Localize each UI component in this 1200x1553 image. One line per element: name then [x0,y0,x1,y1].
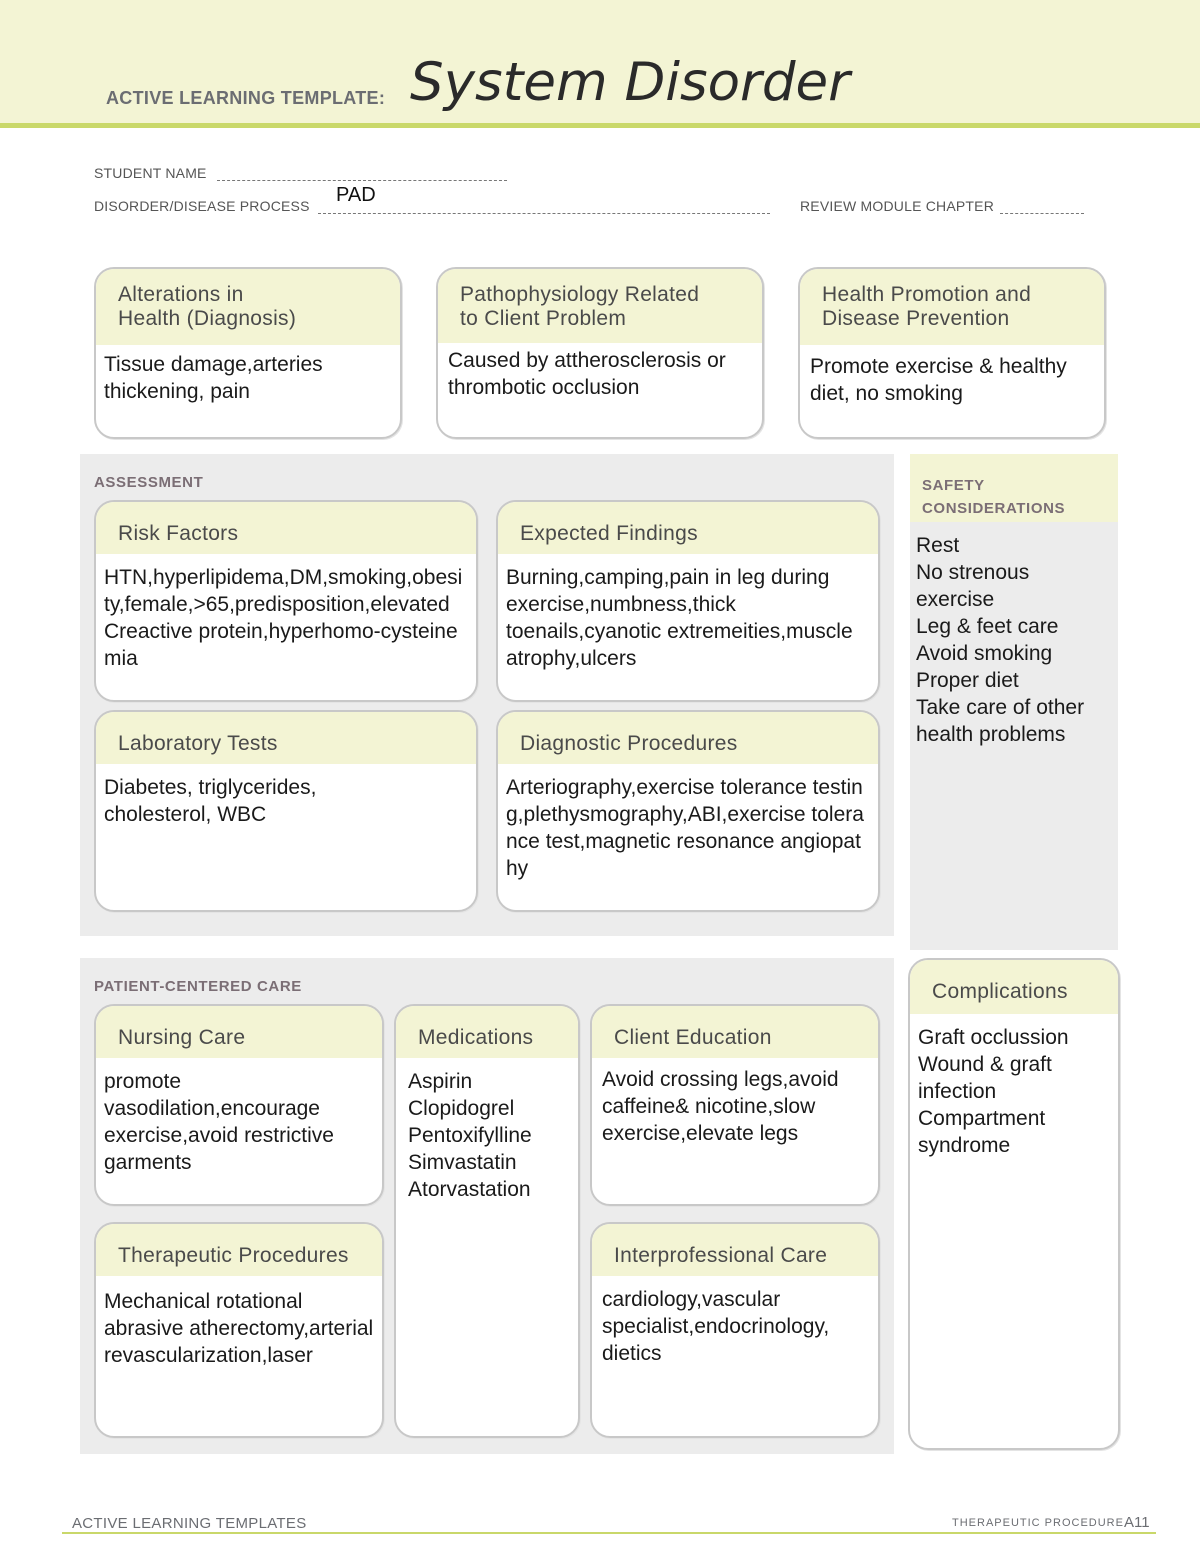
pathophysiology-body: Caused by attherosclerosis or thrombotic occlusion [448,349,726,399]
student-name-line [217,169,507,181]
safety-title [922,474,1065,520]
medication-item: Pentoxifylline [408,1124,532,1147]
risk-factors-title: Risk Factors [96,502,476,554]
safety-item: No strenous [916,561,1030,584]
alterations-header [96,269,400,345]
complications-list [910,1014,1118,1159]
complication-item: syndrome [918,1134,1011,1157]
alterations-card [94,267,402,439]
patient-care-title: PATIENT-CENTERED CARE [94,978,302,995]
nursing-care-body: promote vasodilation,encourage exercise,avoid restrictive garments [104,1070,334,1174]
medications-list [396,1058,578,1203]
page-title: System Disorder [410,52,850,113]
therapeutic-procedures-body: Mechanical rotational abrasive atherectomy,arterial revascularization,laser [104,1290,374,1367]
pathophysiology-header [438,269,762,343]
disorder-line [318,202,770,214]
medication-item: Atorvastation [408,1178,531,1201]
safety-item: Proper diet [916,669,1019,692]
footer-right-text: THERAPEUTIC PROCEDURE [952,1517,1124,1529]
expected-findings-body: Burning,camping,pain in leg during exercise,numbness,thick toenails,cyanotic extremeities,muscle atrophy,ulcers [506,566,853,670]
medication-item: Simvastatin [408,1151,517,1174]
safety-item: Take care of other [916,696,1085,719]
interprofessional-care-body: cardiology,vascular specialist,endocrinology, dietics [602,1288,830,1365]
medications-title: Medications [396,1006,578,1058]
safety-title-line2: CONSIDERATIONS [922,500,1066,517]
pathophysiology-title-line1: Pathophysiology Related [460,283,700,306]
client-education-title: Client Education [592,1006,878,1058]
footer-left-text: ACTIVE LEARNING TEMPLATES [72,1515,307,1532]
safety-item: Rest [916,534,960,557]
nursing-care-card [94,1004,384,1206]
laboratory-tests-card [94,710,478,912]
expected-findings-card [496,500,880,702]
expected-findings-title: Expected Findings [498,502,878,554]
interprofessional-care-card [590,1222,880,1438]
complication-item: Compartment [918,1107,1046,1130]
disorder-label: DISORDER/DISEASE PROCESS [94,198,310,214]
complication-item: Wound & graft [918,1053,1052,1076]
medication-item: Aspirin [408,1070,473,1093]
student-name-label: STUDENT NAME [94,165,207,181]
alterations-title-line1: Alterations in [118,283,244,306]
diagnostic-procedures-title: Diagnostic Procedures [498,712,878,764]
interprofessional-care-title: Interprofessional Care [592,1224,878,1276]
laboratory-tests-title: Laboratory Tests [96,712,476,764]
safety-item: Leg & feet care [916,615,1059,638]
page-number: A11 [1124,1514,1150,1531]
safety-item: Avoid smoking [916,642,1053,665]
complications-card [908,958,1120,1450]
review-module-line [1000,202,1084,214]
safety-list [916,532,1084,748]
diagnostic-procedures-card [496,710,880,912]
pathophysiology-card [436,267,764,439]
client-education-body: Avoid crossing legs,avoid caffeine& nicotine,slow exercise,elevate legs [602,1068,839,1145]
complication-item: Graft occlussion [918,1026,1069,1049]
laboratory-tests-body: Diabetes, triglycerides, cholesterol, WBC [104,776,317,826]
safety-title-line1: SAFETY [922,477,985,494]
health-promotion-title-line1: Health Promotion and [822,283,1032,306]
disorder-value: PAD [336,184,376,206]
therapeutic-procedures-card [94,1222,384,1438]
student-name-field[interactable] [94,165,507,181]
health-promotion-body: Promote exercise & healthy diet, no smoking [810,355,1067,405]
complications-title: Complications [910,960,1118,1014]
health-promotion-card [798,267,1106,439]
medication-item: Clopidogrel [408,1097,515,1120]
header-divider [0,123,1200,128]
assessment-title: ASSESSMENT [94,474,204,491]
alterations-title-line2: Health (Diagnosis) [118,307,297,330]
complication-item: infection [918,1080,997,1103]
health-promotion-header [800,269,1104,345]
risk-factors-body: HTN,hyperlipidema,DM,smoking,obesity,female,>65,predisposition,elevated Creactive protein,hyperhomo-cysteinemia [104,566,463,670]
safety-item: health problems [916,723,1066,746]
health-promotion-title-line2: Disease Prevention [822,307,1010,330]
template-label: ACTIVE LEARNING TEMPLATE: [106,88,386,108]
medications-card [394,1004,580,1438]
pathophysiology-title-line2: to Client Problem [460,307,627,330]
diagnostic-procedures-body: Arteriography,exercise tolerance testing,plethysmography,ABI,exercise tolerance test,magnetic resonance angiopathy [506,776,864,880]
disorder-field[interactable] [94,198,770,214]
review-module-field[interactable] [800,198,1084,214]
review-module-label: REVIEW MODULE CHAPTER [800,198,994,214]
nursing-care-title: Nursing Care [96,1006,382,1058]
therapeutic-procedures-title: Therapeutic Procedures [96,1224,382,1276]
risk-factors-card [94,500,478,702]
footer-divider [62,1532,1156,1534]
client-education-card [590,1004,880,1206]
safety-item: exercise [916,588,995,611]
alterations-body: Tissue damage,arteries thickening, pain [104,353,323,403]
